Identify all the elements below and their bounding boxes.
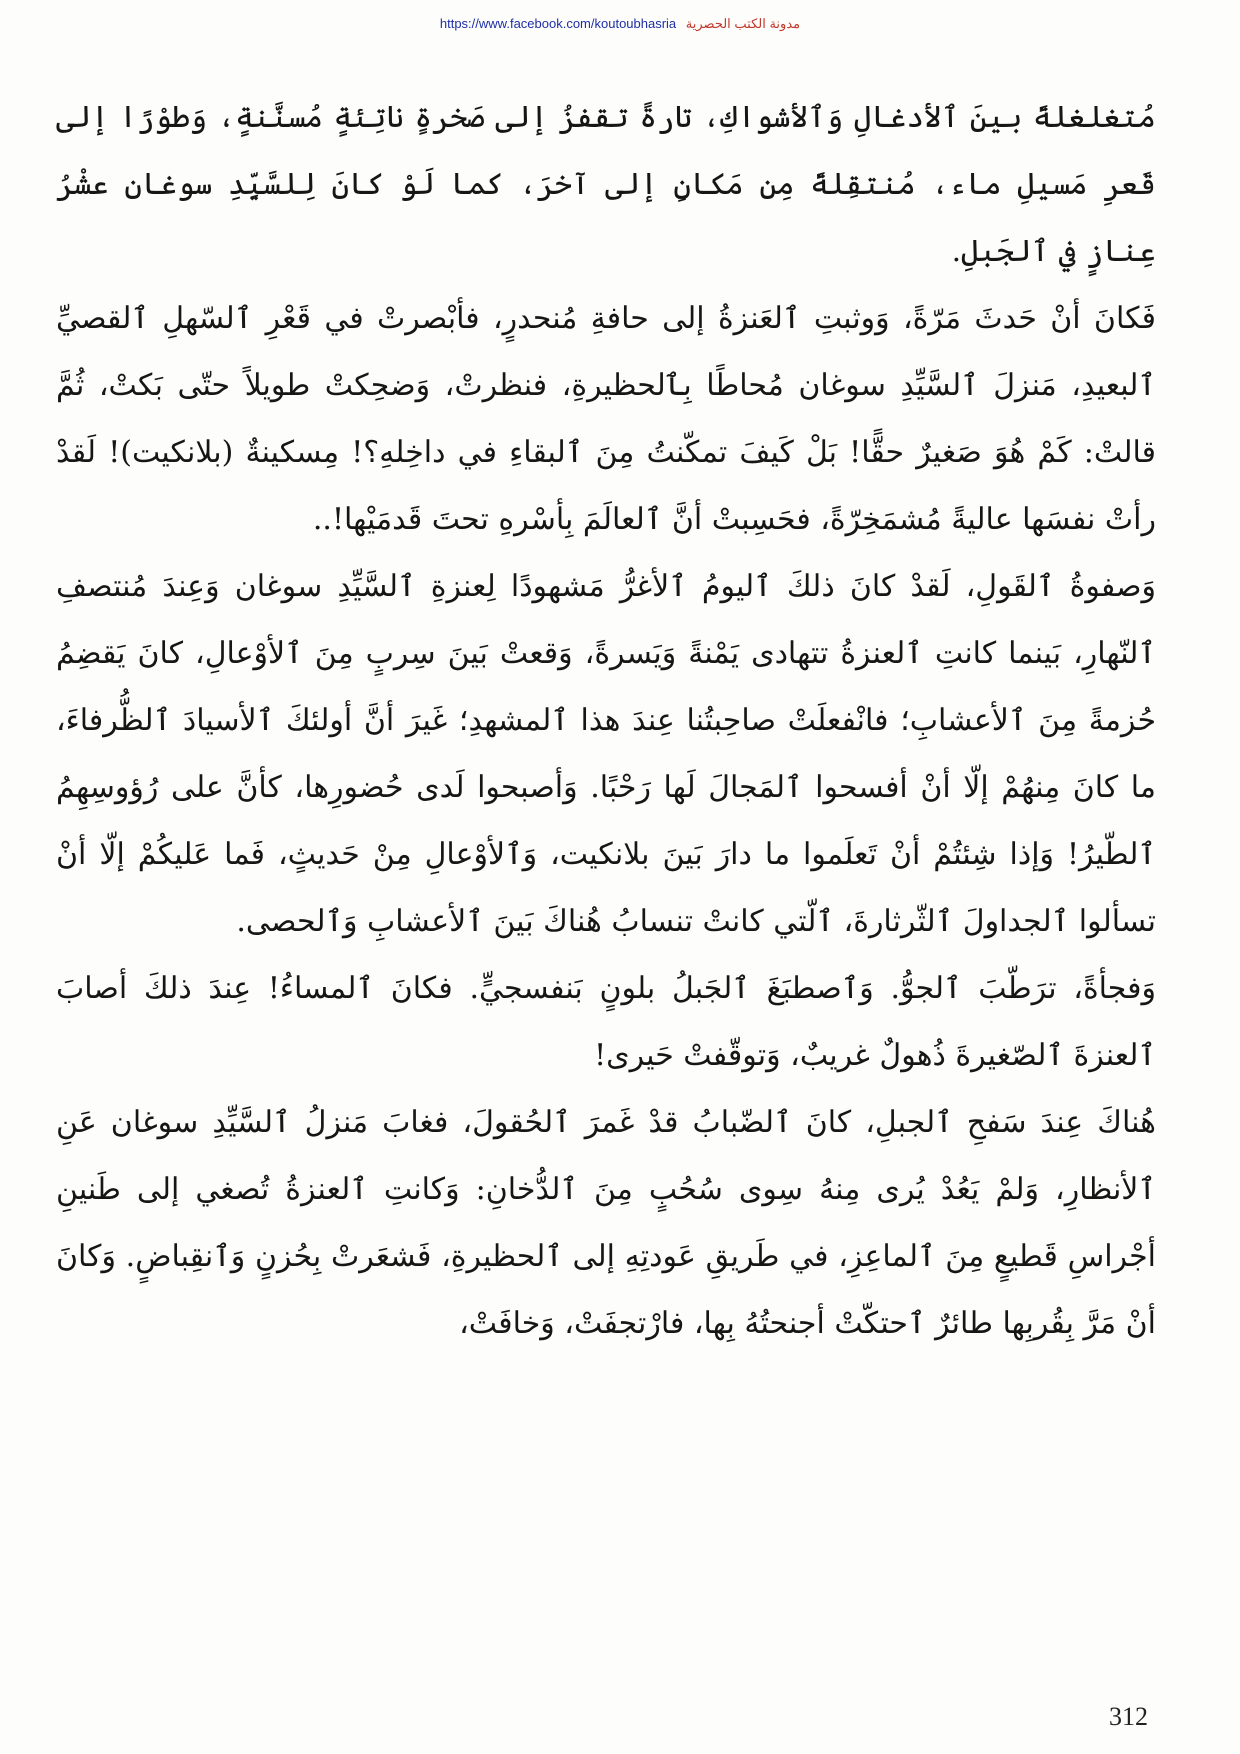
header-blog-name: مدونة الكتب الحصرية — [685, 16, 801, 31]
paragraph-2: فَكانَ أنْ حَدثَ مَرّةً، وَوثبتِ ٱلعَنزةُ إلى حافةِ مُنحدرٍ، فأبْصرتْ في قَعْرِ ٱلسّهلِ ٱلقصيِّ ٱلبعيدِ، مَنزلَ ٱلسَّيِّدِ سوغان مُحاطًا بِٱلحظيرةِ، فنظرتْ، وَضحِكتْ طويلاً حتّى بَكتْ، ثُمَّ قالتْ: كَمْ هُوَ صَغيرٌ حقًّا! بَلْ كَيفَ تمكّنتُ مِنَ ٱلبقاءِ في داخِلهِ؟! مِسكينةٌ (بلانكيت)! لَقدْ رأتْ نفسَها عاليةً مُشمَخِرّةً، فحَسِبتْ أنَّ ٱلعالَمَ بِأسْرهِ تحتَ قَدمَيْها!.. — [56, 301, 1156, 537]
paragraph-3: وَصفوةُ ٱلقَولِ، لَقدْ كانَ ذلكَ ٱليومُ ٱلأغرُّ مَشهودًا لِعنزةِ ٱلسَّيِّدِ سوغان وَعِندَ مُنتصفِ ٱلنّهارِ، بَينما كانتِ ٱلعنزةُ تتهادى يَمْنةً وَيَسرةً، وَقعتْ بَينَ سِربٍ مِنَ ٱلأوْعالِ، كانَ يَقضِمُ حُزمةً مِنَ ٱلأعشابِ؛ فانْفعلَتْ صاحِبتُنا عِندَ هذا ٱلمشهدِ؛ غَيرَ أنَّ أولئكَ ٱلأسيادَ ٱلظُّرفاءَ، ما كانَ مِنهُمْ إلّا أنْ أفسحوا ٱلمَجالَ لَها رَحْبًا. وَأصبحوا لَدى حُضورِها، كأنَّ على رُؤوسِهِمُ ٱلطّيرُ! وَإذا شِئتُمْ أنْ تَعلَموا ما دارَ بَينَ بلانكيت، وَٱلأوْعالِ مِنْ حَديثٍ، فَما عَليكُمْ إلّا أنْ تسألوا ٱلجداولَ ٱلثّرثارةَ، ٱلّتي كانتْ تنسابُ هُناكَ بَينَ ٱلأعشابِ وَٱلحصى. — [56, 569, 1156, 939]
header-link[interactable] — [0, 16, 1240, 32]
page-number: 312 — [1109, 1702, 1148, 1731]
page-body — [56, 84, 1156, 1357]
header-url[interactable]: https://www.facebook.com/koutoubhasria — [439, 16, 677, 31]
paragraph-5: هُناكَ عِندَ سَفحِ ٱلجبلِ، كانَ ٱلضّبابُ قدْ غَمرَ ٱلحُقولَ، فغابَ مَنزلُ ٱلسَّيِّدِ سوغان عَنِ ٱلأنظارِ، وَلمْ يَعُدْ يُرى مِنهُ سِوى سُحُبٍ مِنَ ٱلدُّخانِ: وَكانتِ ٱلعنزةُ تُصغي إلى طَنينِ أجْراسِ قَطيعٍ مِنَ ٱلماعِزِ، في طَريقِ عَودتِهِ إلى ٱلحظيرةِ، فَشعَرتْ بِحُزنٍ وَٱنقِباضٍ. وَكانَ أنْ مَرَّ بِقُربِها طائرٌ ٱحتكّتْ أجنحتُهُ بِها، فارْتجفَتْ، وَخافَتْ، — [56, 1105, 1156, 1341]
paragraph-4: وَفجأةً، ترَطّبَ ٱلجوُّ. وَٱصطبَغَ ٱلجَبلُ بلونٍ بَنفسجيٍّ. فكانَ ٱلمساءُ! عِندَ ذلكَ أصابَ ٱلعنزةَ ٱلصّغيرةَ ذُهولٌ غريبٌ، وَتوقّفتْ حَيرى! — [56, 971, 1156, 1073]
paragraph-1: مُتغلغلةً بينَ ٱلأدغالِ وَٱلأشواكِ، تارةً تقفزُ إلى صَخرةٍ ناتِئةٍ مُسنَّنةٍ، وَطوْرًا إلى قَعرِ مَسيلِ ماء، مُنتقِلةً مِن مَكانٍ إلى آخرَ، كما لَوْ كانَ لِلسَّيِّدِ سوغان عشْرُ عِنازٍ في ٱلجَبلِ. — [56, 100, 1156, 269]
